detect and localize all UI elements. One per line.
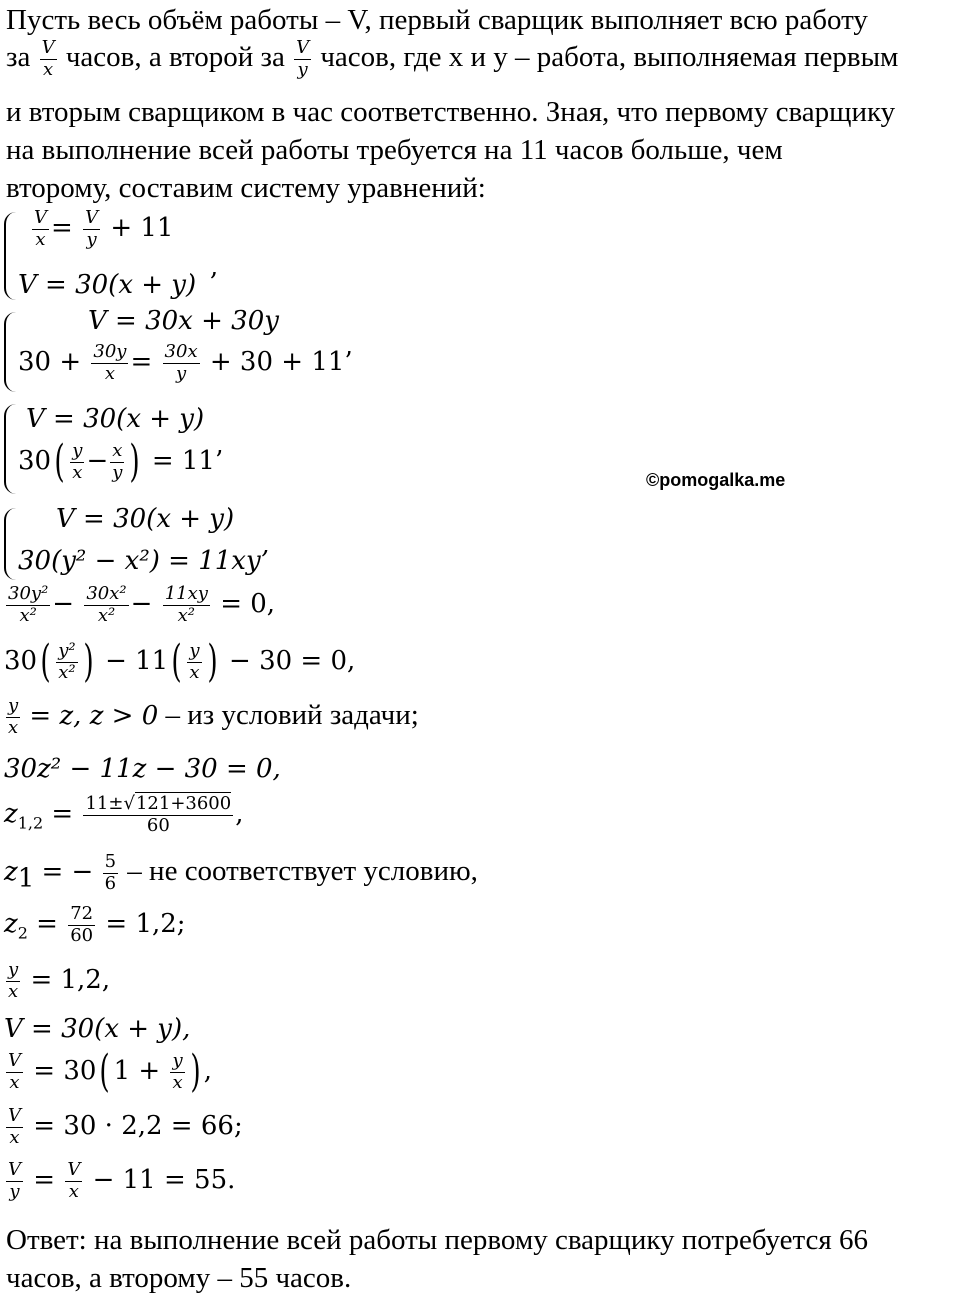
system-3-brace — [4, 404, 18, 494]
system-3-eq-2: 30( $\frac{y}{x}$ − $\frac{x}{y}$ ) = 11’ — [18, 436, 224, 487]
system-4-brace — [4, 508, 18, 580]
intro-line-3: и вторым сварщиком в час соответственно. Зная, что первому сварщику — [6, 96, 896, 128]
solution-page: Пусть весь объём работы – V, первый сварщик выполняет всю работу за $\frac{V}{x}$ часов, а второй за $\frac{V}{y}$ часов, где x и y – работа, выполняемая первым и вторым сварщиком в час соответственно. Зная, что первому сварщику на выполнение всей работы требуется на 11 часов больше, чем второму, составим систему уравнений: $\frac{V}{x}$ = $\frac{V}{y}$ + 11 V = 30(x + y) , V = 30x + 30y 30 + $\frac{30y}{x}$ = $\frac{30x}{y}$ + 30 + 11’ V = 30(x + y) 30( $\frac{y}{x}$ − $\frac{x}{y}$ ) = 11’ ©pomogalka.me V = 30(x + y) 30(y² − x²) = 11xy’ $\frac{\text{30y²}}{\text{x²}}$ − $\frac{\text{30x²}}{\text{x²}}$ − $\frac{11xy}{\text{x²}}$ = 0, 30( $\frac{\text{y²}}{\text{x²}}$ ) − 11( $\frac{y}{x}$ ) − 30 = 0, $\frac{y}{x}$ = z, z > 0 – из условий задачи; 30z² − 11z − 30 = 0, $z_{1,2}$ = $\frac{11\pm√121+3600}{60}$ , $z_1$ = − $\frac{5}{6}$ – не соответствует условию, $z_2$ = $\frac{72}{60}$ = 1,2; $\frac{y}{x}$ = 1,2, V = 30(x + y), $\frac{V}{x}$ = 30( 1 + $\frac{y}{x}$ ) , $\frac{V}{x}$ = 30 · 2,2 = 66; $\frac{V}{y}$ = $\frac{V}{x}$ − 11 = 55. Ответ: на выполнение всей работы первому сварщику потребуется 66 часов, а второму – 55 часов. — [4, 4, 899, 1294]
equation-line-16: $\frac{V}{y}$ = $\frac{V}{x}$ − 11 = 55. — [8, 1159, 236, 1202]
equation-line-6: 30( $\frac{\text{y²}}{\text{x²}}$ ) − 11( $\frac{y}{x}$ ) − 30 = 0, — [4, 636, 356, 687]
equation-line-14: $\frac{V}{x}$ = 30( 1 + $\frac{y}{x}$ ) , — [8, 1046, 213, 1097]
fraction-V-over-y: $\frac{V}{y}$ — [296, 37, 310, 80]
system-4-eq-2: 30(y² − x²) = 11xy’ — [18, 546, 269, 576]
system-3-eq-1: V = 30(x + y) — [26, 404, 205, 434]
equation-line-8: 30z² − 11z − 30 = 0, — [4, 754, 281, 784]
watermark: ©pomogalka.me — [646, 470, 786, 490]
answer-line-1: Ответ: на выполнение всей работы первому сварщику потребуется 66 — [6, 1224, 868, 1256]
equation-line-12: $\frac{y}{x}$ = 1,2, — [8, 959, 111, 1002]
system-4-eq-1: V = 30(x + y) — [56, 504, 235, 534]
intro-line-4: на выполнение всей работы требуется на 11 часов больше, чем — [6, 134, 783, 166]
intro-line-1: Пусть весь объём работы – V, первый сварщик выполняет всю работу — [6, 4, 868, 36]
equation-line-15: $\frac{V}{x}$ = 30 · 2,2 = 66; — [8, 1105, 243, 1148]
equation-line-7: $\frac{y}{x}$ = z, z > 0 – из условий задачи; — [8, 695, 419, 738]
intro-line-5: второму, составим систему уравнений: — [6, 172, 486, 204]
system-1-brace — [4, 212, 18, 300]
system-2-eq-2: 30 + $\frac{30y}{x}$ = $\frac{30x}{y}$ + 30 + 11’ — [18, 341, 353, 384]
system-2-eq-1: V = 30x + 30y — [88, 306, 279, 336]
answer-line-2: часов, а второму – 55 часов. — [6, 1262, 352, 1294]
system-1-eq-1: $\frac{V}{x}$ = $\frac{V}{y}$ + 11 — [34, 207, 174, 250]
intro-line-2: за $\frac{V}{x}$ часов, а второй за $\frac{V}{y}$ часов, где x и y – работа, выполняемая первым — [6, 37, 899, 80]
system-2-brace — [4, 312, 18, 392]
equation-line-13: V = 30(x + y), — [4, 1014, 191, 1044]
fraction-V-over-x: $\frac{V}{x}$ — [41, 37, 55, 80]
equation-line-9: $z_{1,2}$ = $\frac{11\pm√121+3600}{60}$ , — [4, 793, 244, 836]
system-1-eq-2: V = 30(x + y) — [18, 270, 197, 300]
equation-line-5: $\frac{\text{30y²}}{\text{x²}}$ − $\frac{\text{30x²}}{\text{x²}}$ − $\frac{11xy}{\text{x²}}$ = 0, — [8, 583, 276, 626]
equation-line-10: $z_1$ = − $\frac{5}{6}$ – не соответствует условию, — [4, 851, 478, 894]
equation-line-11: $z_2$ = $\frac{72}{60}$ = 1,2; — [4, 903, 186, 946]
